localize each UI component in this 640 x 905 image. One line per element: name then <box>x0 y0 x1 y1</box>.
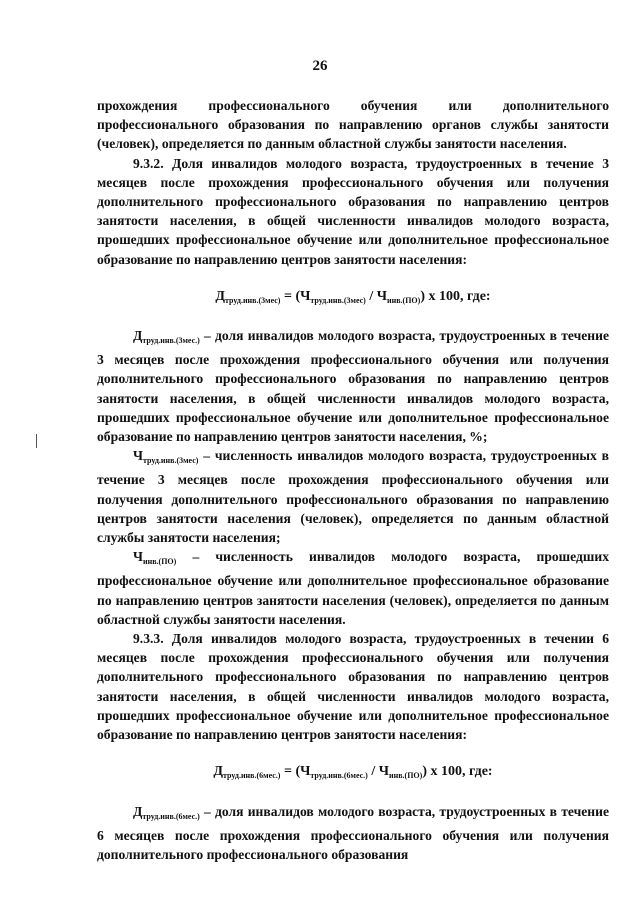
paragraph-9-3-3: 9.3.3. Доля инвалидов молодого возраста, трудоустроенных в течении 6 месяцев после прохождения профессионального обучения или получения дополнительного профессионального образования по направлению центров занятости населения, в общей численности инвалидов молодого возраста, прошедших профессиональное обучение или дополнительное профессиональное образование по направлению центров занятости населения: <box>97 631 609 743</box>
margin-mark <box>36 434 37 448</box>
formula-6-months: $Д_{труд.инв.(6мес.)} = (Ч_{труд.инв.(6мес.)} / Ч_{инв.(ПО)})$ х 100, где: <box>213 764 493 781</box>
definition-ch-trained: $Ч_{инв.(ПО)}$ – численность инвалидов молодого возраста, прошедших профессиональное обучение или дополнительное профессиональное образование по направлению центров занятости населения (человек), определяется по данным областной службы занятости населения. <box>97 549 609 627</box>
definition-d-3-months: $Д_{труд.инв.(3мес.)}$ – доля инвалидов молодого возраста, трудоустроенных в течение 3 месяцев после прохождения профессионального обучения или получения дополнительного профессионального образования по направлению центров занятости населения, в общей численности инвалидов молодого возраста, прошедших профессиональное обучение или дополнительное профессиональное образование по направлению центров занятости населения, %; <box>97 328 609 445</box>
document-body <box>97 96 609 864</box>
page-number: 26 <box>312 58 328 74</box>
definition-ch-employed-3-months: $Ч_{труд.инв.(3мес)}$ – численность инвалидов молодого возраста, трудоустроенных в течение 3 месяцев после прохождения профессионального обучения или получения дополнительного профессионального образования по направлению центров занятости населения (человек), определяется по данным областной службы занятости населения; <box>97 448 610 546</box>
paragraph-continuation: прохождения профессионального обучения или дополнительного профессионального образования по направлению органов службы занятости (человек), определяется по данным областной службы занятости населения. <box>97 98 609 152</box>
definition-d-6-months: $Д_{труд.инв.(6мес.)}$ – доля инвалидов молодого возраста, трудоустроенных в течение 6 месяцев после прохождения профессионального обучения или получения дополнительного профессионального образования <box>97 803 609 862</box>
paragraph-9-3-2: 9.3.2. Доля инвалидов молодого возраста, трудоустроенных в течение 3 месяцев после прохождения профессионального обучения или получения дополнительного профессионального образования по направлению центров занятости населения, в общей численности инвалидов молодого возраста, прошедших профессиональное обучение или дополнительное профессиональное образование по направлению центров занятости населения: <box>97 155 609 267</box>
formula-3-months: $Д_{труд.инв.(3мес)} = (Ч_{труд.инв.(3мес)} / Ч_{инв.(ПО)})$ х 100, где: <box>215 288 491 305</box>
